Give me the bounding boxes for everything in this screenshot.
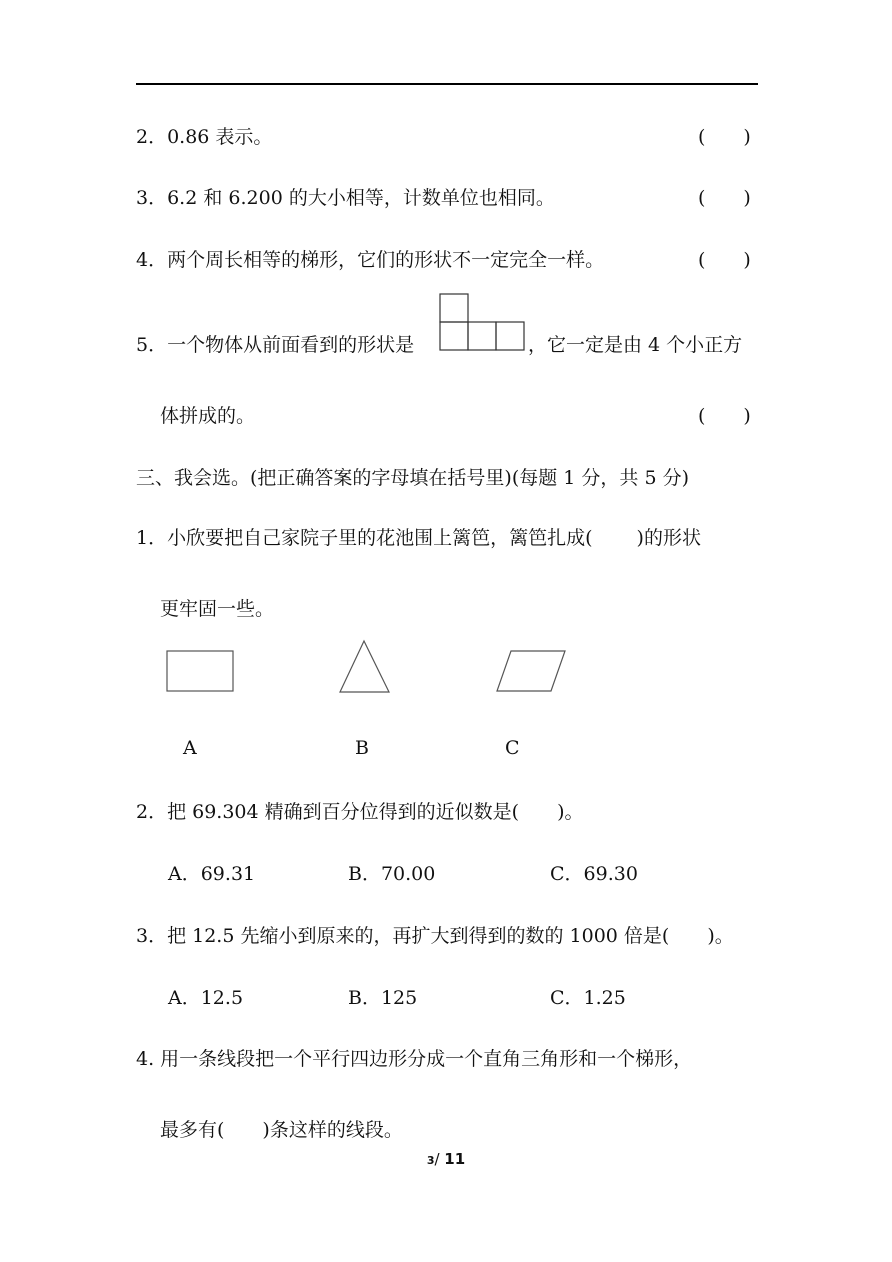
choose-q2-text: 2．把 69.304 精确到百分位得到的近似数是( )。 xyxy=(136,801,584,823)
judge-q4-text: 4．两个周长相等的梯形，它们的形状不一定完全一样。 xyxy=(136,249,605,271)
choose-q4-line2: 最多有( )条这样的线段。 xyxy=(160,1119,403,1141)
top-square xyxy=(440,294,468,322)
judge-q3-text: 3．6.2 和 6.200 的大小相等，计数单位也相同。 xyxy=(136,187,555,209)
judge-q5-text-b: ，它一定是由 4 个小正方 xyxy=(528,334,743,356)
choose-q3-text: 3．把 12.5 先缩小到原来的，再扩大到得到的数的 1000 倍是( )。 xyxy=(136,925,734,947)
page-total: 11 xyxy=(444,1150,466,1168)
choose-q1-line2: 更牢固一些。 xyxy=(160,598,275,620)
page-current: 3 xyxy=(426,1154,435,1167)
bottom-square-2 xyxy=(468,322,496,350)
header-rule xyxy=(136,83,758,85)
choose-q2-option-c: C．69.30 xyxy=(550,863,638,885)
judge-q2-text: 2．0.86 表示。 xyxy=(136,126,273,148)
rectangle-figure xyxy=(165,648,237,694)
bottom-square-1 xyxy=(440,322,468,350)
bottom-square-3 xyxy=(496,322,524,350)
page-separator: / xyxy=(434,1150,445,1168)
judge-q5-text-c: 体拼成的。 xyxy=(160,405,256,427)
choose-q1-line1: 1．小欣要把自己家院子里的花池围上篱笆，篱笆扎成( )的形状 xyxy=(136,527,701,549)
judge-q4-answer-paren[interactable]: ( ) xyxy=(698,249,751,271)
judge-q2-answer-paren[interactable]: ( ) xyxy=(698,126,751,148)
choose-q3-option-a: A．12.5 xyxy=(168,987,244,1009)
judge-q5-answer-paren[interactable]: ( ) xyxy=(698,405,751,427)
front-view-figure xyxy=(439,293,527,353)
judge-q5-text-a: 5．一个物体从前面看到的形状是 xyxy=(136,334,415,356)
judge-q3-answer-paren[interactable]: ( ) xyxy=(698,187,751,209)
choose-q3-option-b: B．125 xyxy=(348,987,418,1009)
section-3-heading: 三、我会选。(把正确答案的字母填在括号里)(每题 1 分，共 5 分) xyxy=(136,467,689,489)
choose-q2-option-b: B．70.00 xyxy=(348,863,436,885)
option-label-c: C xyxy=(505,737,520,759)
choose-q2-option-a: A．69.31 xyxy=(168,863,256,885)
option-label-a: A xyxy=(183,737,197,759)
option-label-b: B xyxy=(355,737,369,759)
choose-q3-option-c: C．1.25 xyxy=(550,987,626,1009)
triangle-figure xyxy=(338,638,392,696)
page-number xyxy=(0,1150,892,1168)
choose-q4-line1: 4. 用一条线段把一个平行四边形分成一个直角三角形和一个梯形， xyxy=(136,1048,693,1070)
parallelogram-figure xyxy=(495,648,567,694)
